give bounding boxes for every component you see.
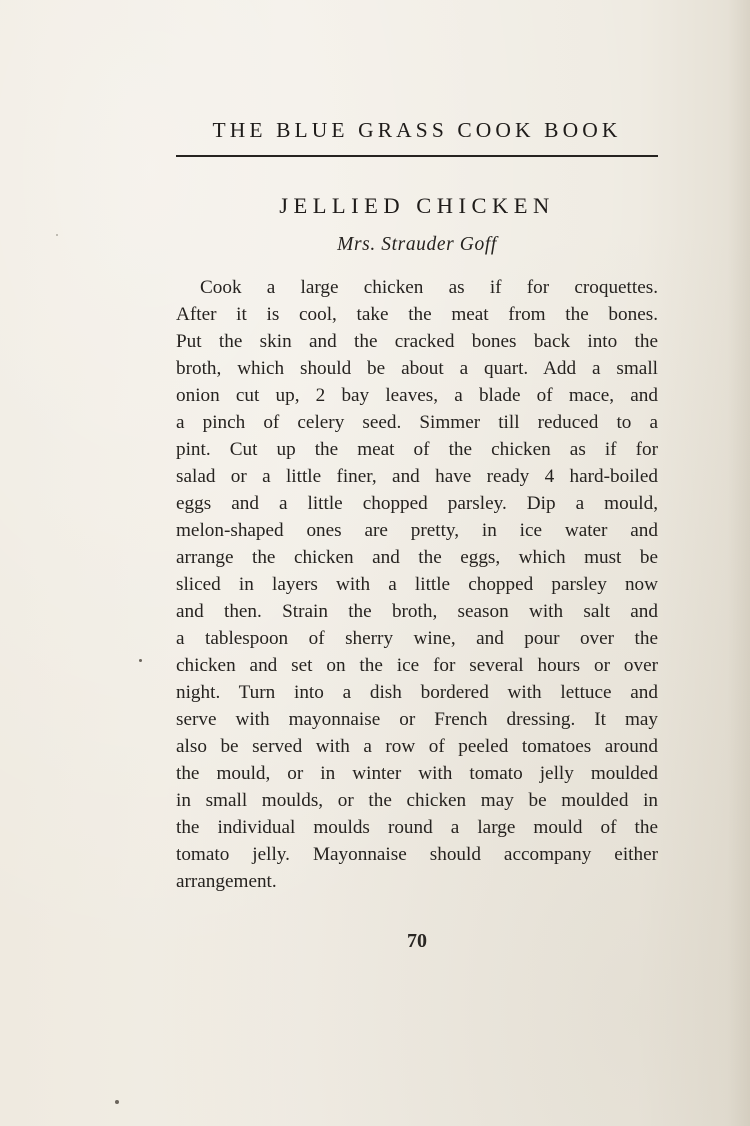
- body-line: and then. Strain the broth, season with salt and: [176, 601, 658, 622]
- body-line: a pinch of celery seed. Simmer till reduced to a: [176, 412, 658, 433]
- header-rule: [176, 155, 658, 157]
- body-line: in small moulds, or the chicken may be moulded in: [176, 790, 658, 811]
- paper-speck: [56, 234, 58, 236]
- body-line: Put the skin and the cracked bones back into the: [176, 331, 658, 352]
- body-line: serve with mayonnaise or French dressing. It may: [176, 709, 658, 730]
- body-line: tomato jelly. Mayonnaise should accompany either: [176, 844, 658, 865]
- recipe-title: JELLIED CHICKEN: [279, 193, 555, 218]
- body-line: also be served with a row of peeled tomatoes around: [176, 736, 658, 757]
- body-line: arrange the chicken and the eggs, which must be: [176, 547, 658, 568]
- body-line: sliced in layers with a little chopped parsley now: [176, 574, 658, 595]
- paper-speck: [115, 1100, 119, 1104]
- body-line: the mould, or in winter with tomato jelly moulded: [176, 763, 658, 784]
- body-line: chicken and set on the ice for several hours or over: [176, 655, 658, 676]
- running-head: THE BLUE GRASS COOK BOOK: [212, 118, 622, 142]
- body-line: a tablespoon of sherry wine, and pour over the: [176, 628, 658, 649]
- body-line: night. Turn into a dish bordered with lettuce and: [176, 682, 658, 703]
- body-line: pint. Cut up the meat of the chicken as if for: [176, 439, 658, 460]
- recipe-contributor: Mrs. Strauder Goff: [337, 234, 497, 255]
- page-number: 70: [407, 930, 427, 952]
- body-line: Cook a large chicken as if for croquettes.: [200, 277, 658, 298]
- body-line: the individual moulds round a large mould of the: [176, 817, 658, 838]
- paper-speck: [139, 659, 142, 662]
- body-line: After it is cool, take the meat from the bones.: [176, 304, 658, 325]
- body-line: eggs and a little chopped parsley. Dip a mould,: [176, 493, 658, 514]
- body-line: onion cut up, 2 bay leaves, a blade of mace, and: [176, 385, 658, 406]
- body-line: broth, which should be about a quart. Add a small: [176, 358, 658, 379]
- body-line: arrangement.: [176, 871, 277, 892]
- body-line: melon-shaped ones are pretty, in ice water and: [176, 520, 658, 541]
- body-line: salad or a little finer, and have ready 4 hard-boiled: [176, 466, 658, 487]
- recipe-body: [176, 274, 658, 895]
